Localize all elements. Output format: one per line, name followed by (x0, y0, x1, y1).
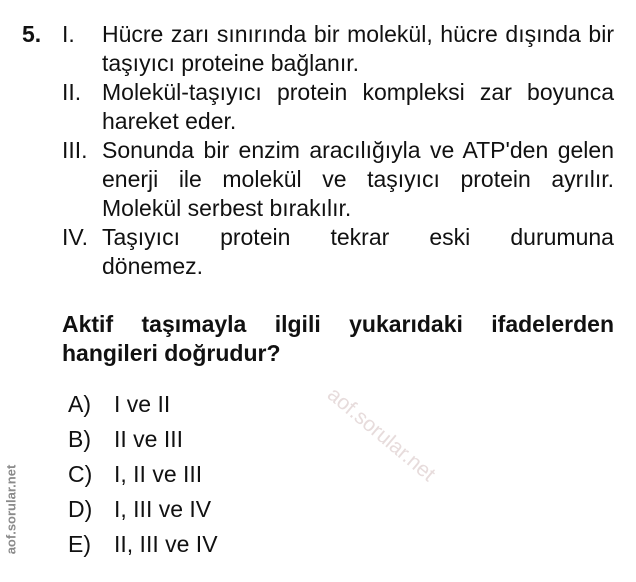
statement-word: durumuna (510, 224, 614, 250)
statement-roman-numeral: IV. (62, 224, 89, 250)
statement-3 (62, 136, 614, 223)
statement-text: Molekül-taşıyıcı protein kompleksi zar boyunca hareket eder. (102, 79, 614, 134)
question-number: 5. (22, 21, 42, 47)
statement-2 (62, 78, 614, 136)
statement-word: Taşıyıcı (102, 224, 180, 250)
option-letter: B) (68, 426, 91, 452)
option-letter: D) (68, 496, 93, 522)
option-text: I ve II (114, 391, 171, 417)
statement-text: Sonunda bir enzim aracılığıyla ve ATP'den gelen enerji ile molekül ve taşıyıcı protein ayrılır. Molekül serbest bırakılır. (102, 137, 614, 221)
watermark-diagonal: aof.sorular.net (322, 382, 440, 486)
statement-text: Hücre zarı sınırında bir molekül, hücre dışında bir taşıyıcı proteine bağlanır. (102, 21, 614, 76)
statement-roman-numeral: II. (62, 79, 82, 105)
option-text: II, III ve IV (114, 531, 218, 557)
statement-line (102, 223, 614, 252)
answer-option-e[interactable] (68, 530, 368, 559)
statement-word: protein (220, 224, 291, 250)
option-text: I, III ve IV (114, 496, 212, 522)
statement-roman-numeral: III. (62, 137, 88, 163)
option-letter: C) (68, 461, 93, 487)
statement-word: eski (429, 224, 471, 250)
statement-1 (62, 20, 614, 78)
statement-text (102, 223, 614, 281)
option-text: II ve III (114, 426, 184, 452)
option-letter: A) (68, 391, 91, 417)
question-prompt: Aktif taşımayla ilgili yukarıdaki ifadelerden hangileri doğrudur? (62, 311, 614, 366)
statement-word: tekrar (330, 224, 390, 250)
answer-option-b[interactable] (68, 425, 368, 454)
option-letter: E) (68, 531, 91, 557)
statement-4 (62, 223, 614, 281)
answer-option-c[interactable] (68, 460, 368, 489)
statement-roman-numeral: I. (62, 21, 75, 47)
watermark-side: aof.sorular.net (3, 464, 19, 555)
answer-option-d[interactable] (68, 495, 368, 524)
option-text: I, II ve III (114, 461, 203, 487)
answer-option-a[interactable] (68, 390, 368, 419)
statement-line: dönemez. (102, 253, 204, 279)
